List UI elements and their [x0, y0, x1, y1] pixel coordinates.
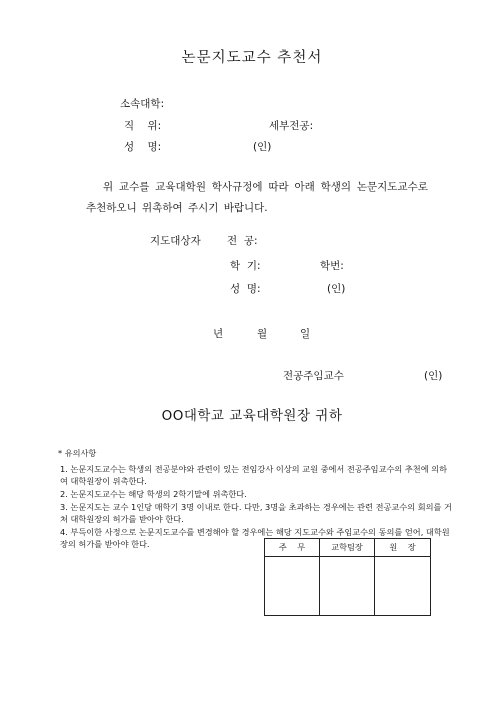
notes-section — [60, 447, 452, 550]
body-line-2: 추천하오니 위촉하여 주시기 바랍니다. — [86, 202, 268, 214]
note-item: 2. 논문지도교수는 해당 학생의 2학기말에 위촉한다. — [60, 489, 247, 499]
recommender-name-label: 성 명: — [124, 141, 162, 153]
approval-header-dean: 원 장 — [375, 539, 431, 557]
approval-cell-staff[interactable] — [265, 557, 320, 616]
date-month: 월 — [257, 328, 268, 340]
signer-seal: (인) — [424, 370, 443, 382]
note-item: 4. 부득이한 사정으로 논문지도교수를 변경해야 할 경우에는 해당 지도교수와 주임교수의 동의를 얻어, 대학원장의 허가를 받아야 한다. — [60, 527, 450, 549]
university-label: 소속대학: — [120, 98, 165, 110]
position-label: 직 위: — [124, 120, 162, 132]
approval-header-team-lead: 교학팀장 — [320, 539, 375, 557]
student-seal: (인) — [327, 283, 346, 295]
document-title: 논문지도교수 추천서 — [181, 50, 323, 66]
student-major-label: 전 공: — [227, 235, 258, 247]
student-semester-label: 학 기: — [230, 260, 261, 272]
approval-cell-team-lead[interactable] — [320, 557, 375, 616]
student-name-label: 성 명: — [230, 283, 261, 295]
signer-label: 전공주임교수 — [283, 370, 344, 382]
major-detail-label: 세부전공: — [269, 120, 314, 132]
student-id-label: 학번: — [320, 260, 344, 272]
body-line-1: 위 교수를 교육대학원 학사규정에 따라 아래 학생의 논문지도교수로 — [103, 181, 428, 193]
note-item: 3. 논문지도는 교수 1인당 매학기 3명 이내로 한다. 다만, 3명을 초과하는 경우에는 관련 전공교수의 회의를 거쳐 대학원장의 허가를 받아야 한다. — [60, 502, 452, 524]
note-item: 1. 논문지도교수는 학생의 전공분야와 관련이 있는 전임강사 이상의 교원 중에서 전공주임교수의 추천에 의하여 대학원장이 위촉한다. — [60, 464, 448, 486]
approval-header-staff: 주 무 — [265, 539, 320, 557]
approval-table — [264, 538, 431, 616]
addressee: OO대학교 교육대학원장 귀하 — [161, 408, 343, 424]
recommender-seal: (인) — [253, 141, 272, 153]
date-day: 일 — [300, 328, 311, 340]
date-year: 년 — [213, 328, 224, 340]
approval-cell-dean[interactable] — [375, 557, 431, 616]
notes-heading: * 유의사항 — [58, 448, 97, 458]
student-group-label: 지도대상자 — [150, 235, 201, 247]
